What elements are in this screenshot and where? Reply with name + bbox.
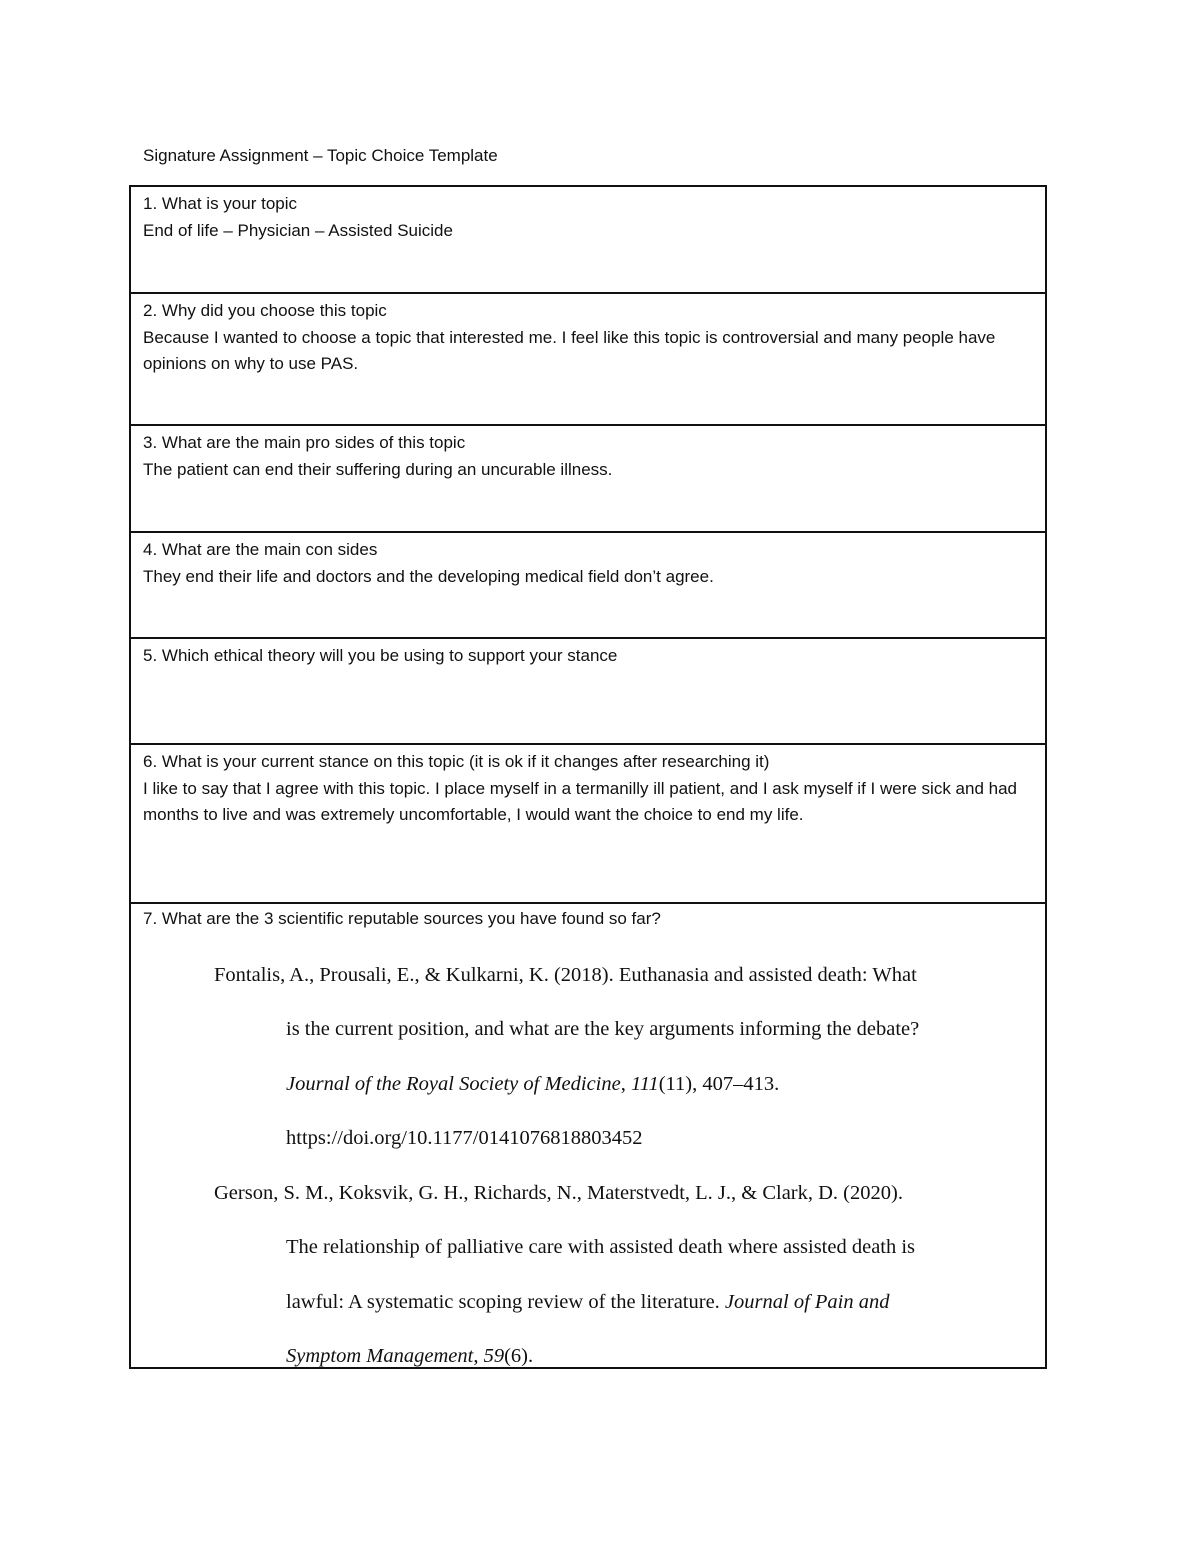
reference-text: lawful: A systematic scoping review of the literature. bbox=[286, 1290, 725, 1313]
separator: , bbox=[620, 1072, 631, 1095]
reference-line: Gerson, S. M., Koksvik, G. H., Richards, N., Materstvedt, L. J., & Clark, D. (2020). bbox=[214, 1181, 903, 1204]
reference-list bbox=[143, 948, 1033, 1368]
question-label: 4. What are the main con sides bbox=[143, 540, 378, 559]
volume: 59 bbox=[483, 1345, 505, 1367]
separator: , bbox=[473, 1345, 484, 1367]
answer-text: The patient can end their suffering during an uncurable illness. bbox=[143, 459, 613, 479]
journal-name: Journal of Pain and bbox=[724, 1290, 890, 1313]
question-row-1 bbox=[131, 187, 1045, 294]
reference-line bbox=[214, 1329, 1013, 1367]
question-label: 3. What are the main pro sides of this topic bbox=[143, 433, 466, 452]
question-label: 1. What is your topic bbox=[143, 194, 298, 213]
issue-pages: (11), 407–413. bbox=[658, 1072, 780, 1095]
question-row-3 bbox=[131, 426, 1045, 533]
reference-line: is the current position, and what are the key arguments informing the debate? bbox=[286, 1018, 920, 1040]
question-label: 5. Which ethical theory will you be using to support your stance bbox=[143, 646, 618, 665]
reference-line: The relationship of palliative care with assisted death where assisted death is bbox=[286, 1236, 916, 1258]
journal-name: Journal of the Royal Society of Medicine bbox=[286, 1072, 621, 1095]
volume: 111 bbox=[630, 1072, 659, 1095]
question-label: 2. Why did you choose this topic bbox=[143, 301, 387, 320]
journal-name: Symptom Management bbox=[286, 1345, 474, 1367]
question-row-4 bbox=[131, 533, 1045, 639]
answer-text: Because I wanted to choose a topic that interested me. I feel like this topic is controversial and many people have opinions on why to use PAS. bbox=[143, 327, 996, 373]
reference-item bbox=[214, 1166, 1013, 1368]
question-label: 7. What are the 3 scientific reputable sources you have found so far? bbox=[143, 909, 661, 928]
reference-line bbox=[214, 1057, 1013, 1112]
question-row-5 bbox=[131, 639, 1045, 745]
issue-pages: (6). bbox=[504, 1345, 534, 1367]
question-row-2 bbox=[131, 294, 1045, 426]
reference-line bbox=[214, 1275, 1013, 1330]
doi-link[interactable]: https://doi.org/10.1177/0141076818803452 bbox=[286, 1127, 643, 1149]
reference-item bbox=[214, 948, 1013, 1166]
question-row-6 bbox=[131, 745, 1045, 904]
topic-choice-table bbox=[129, 185, 1047, 1369]
document-title: Signature Assignment – Topic Choice Template bbox=[143, 146, 498, 165]
answer-text: I like to say that I agree with this topic. I place myself in a termanilly ill patient, and I ask myself if I were sick and had months to live and was extremely uncomfortable, I would want the choice to end my life. bbox=[143, 778, 1017, 824]
question-row-7 bbox=[131, 904, 1045, 1367]
answer-text: They end their life and doctors and the developing medical field don’t agree. bbox=[143, 566, 714, 586]
reference-line: Fontalis, A., Prousali, E., & Kulkarni, K. (2018). Euthanasia and assisted death: What bbox=[214, 963, 917, 986]
question-label: 6. What is your current stance on this topic (it is ok if it changes after researching it) bbox=[143, 752, 770, 771]
answer-text: End of life – Physician – Assisted Suicide bbox=[143, 220, 453, 240]
